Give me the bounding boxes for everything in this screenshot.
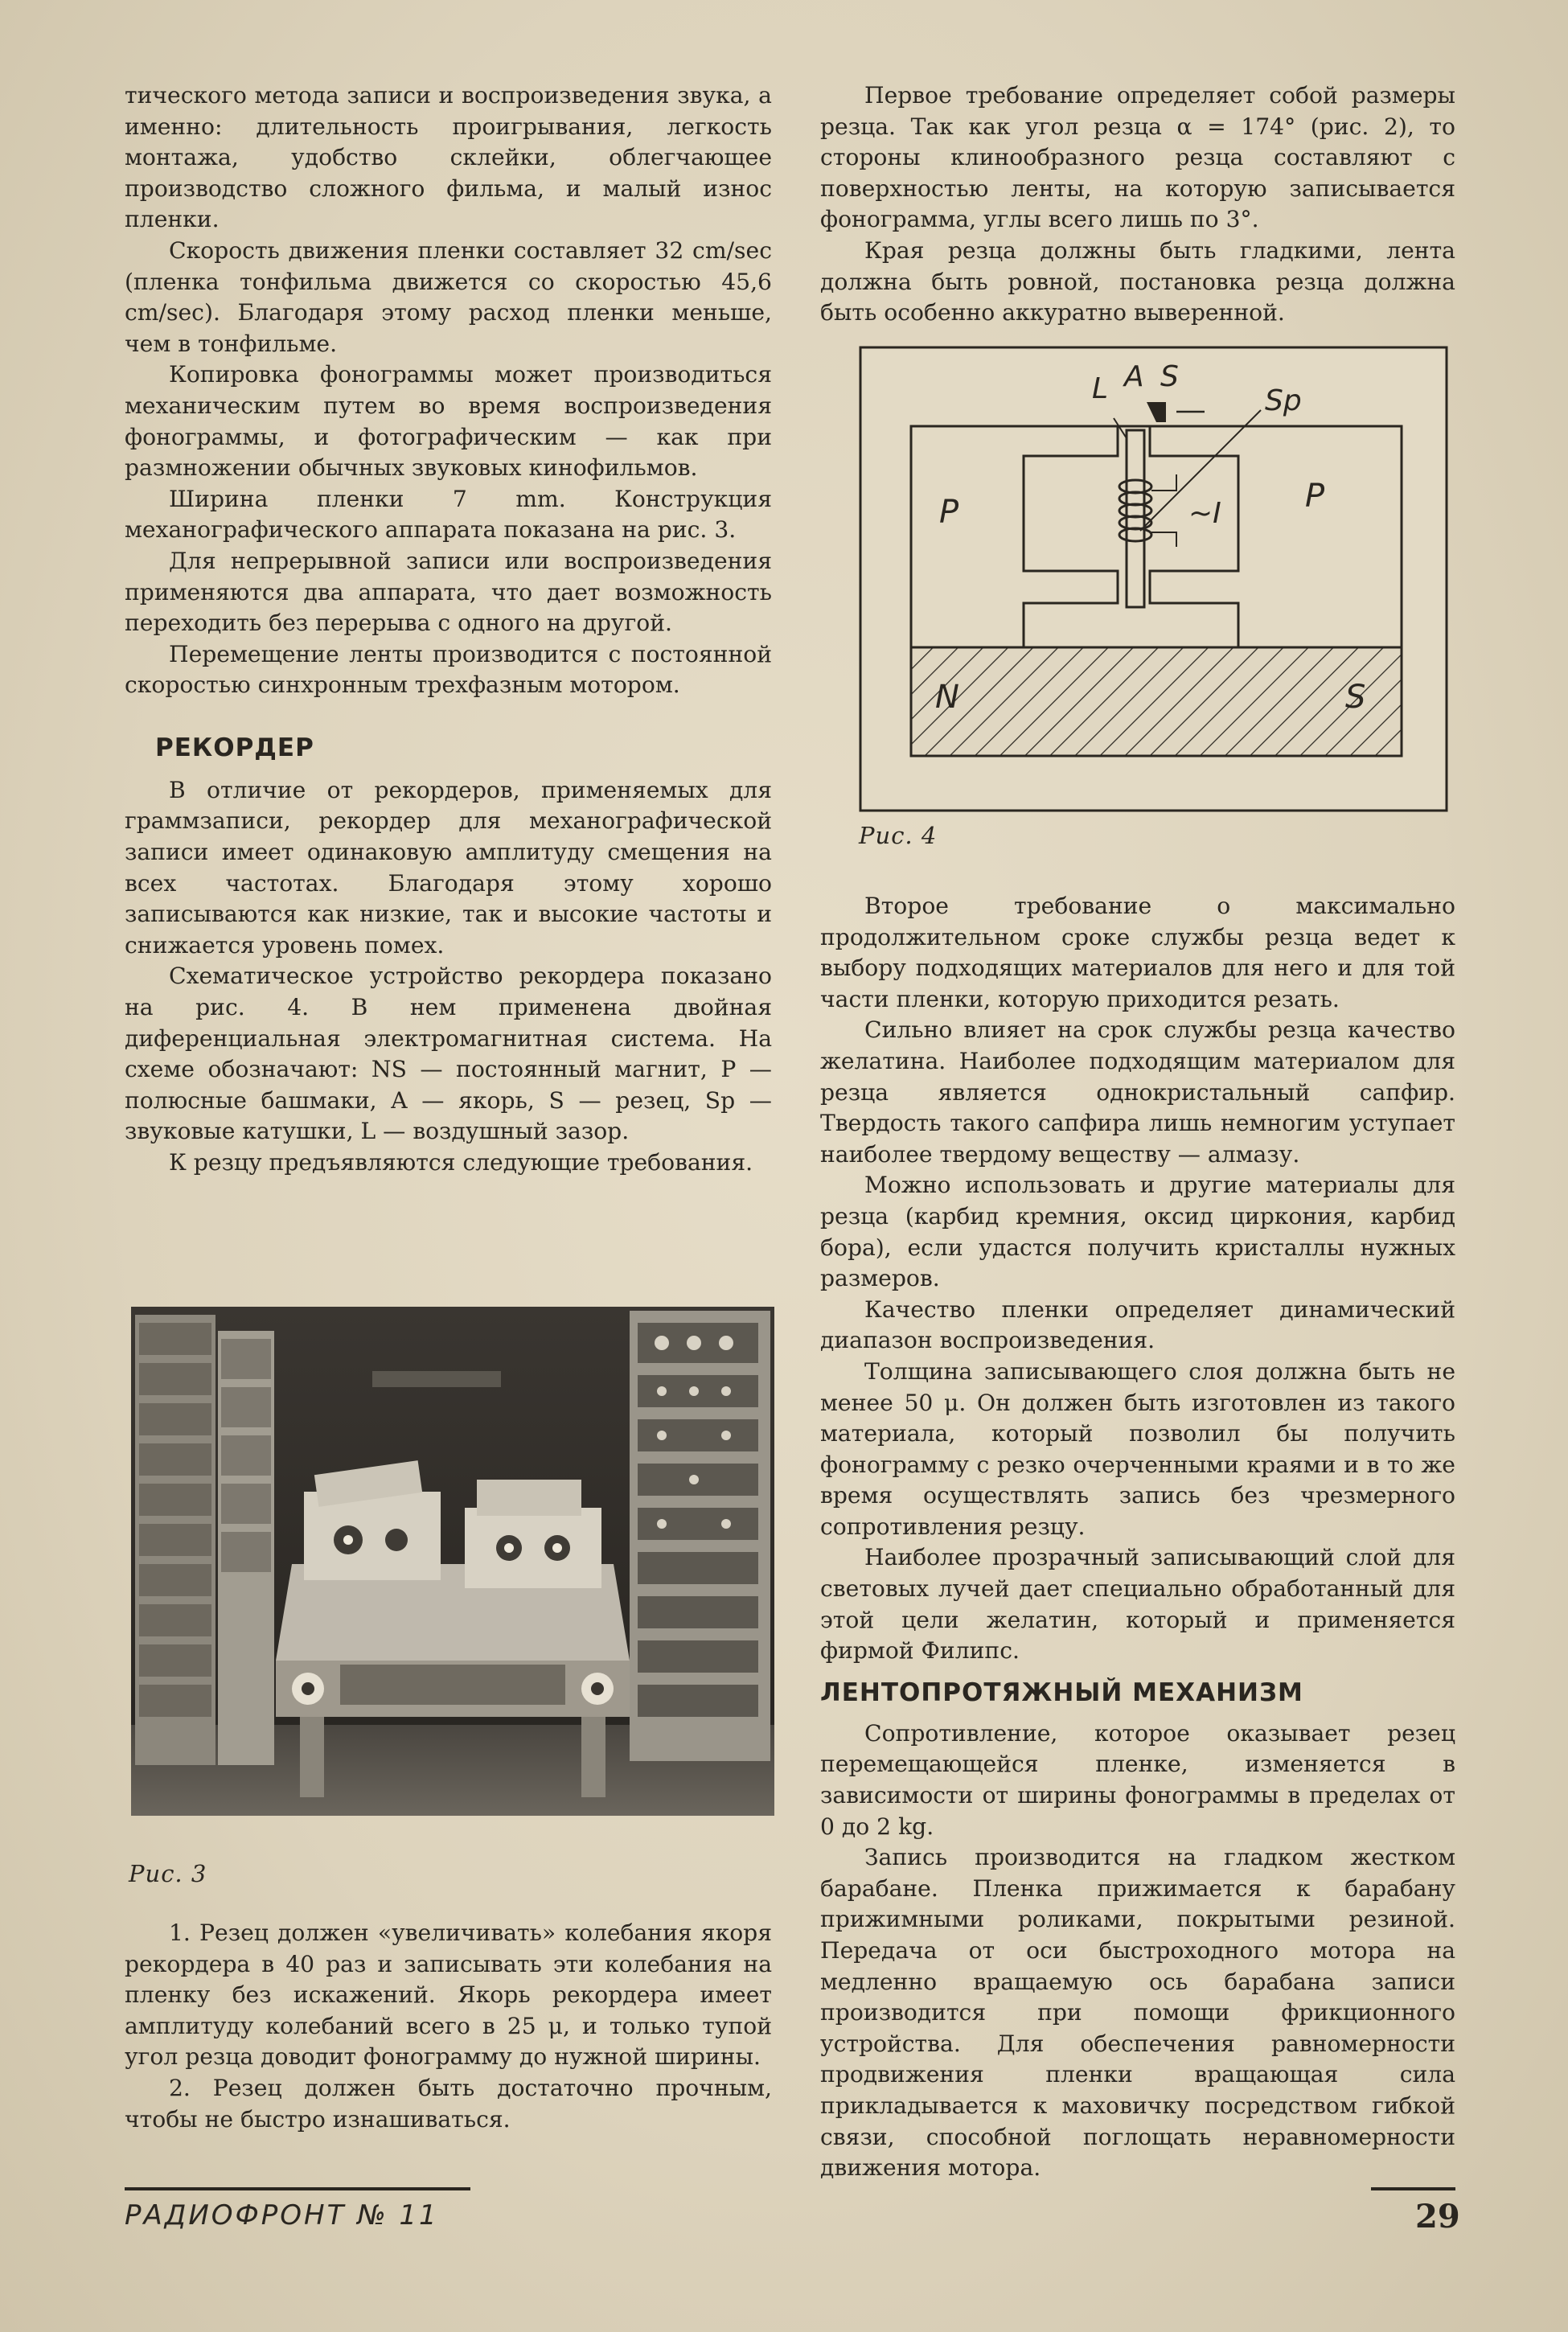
paragraph: Первое требование определяет собой размеры резца. Так как угол резца α = 174° (рис. 2), то стороны клинообразного резца составляют с поверхностью ленты, на которую записывается фонограмма, углы всего лишь по 3°.	[820, 82, 1455, 233]
label-P-right: P	[1305, 478, 1325, 515]
paragraph: В отличие от рекордеров, применяемых для граммзаписи, рекордер для механографической записи имеет одинаковую амплитуду смещения на всех частотах. Благодаря этому хорошо записываются как низкие, так и высокие частоты и снижается уровень помех.	[125, 776, 772, 959]
paragraph: Для непрерывной записи или воспроизведения применяются два аппарата, что дает возможность переходить без перерыва с одного на другой.	[125, 547, 772, 637]
paragraph: Второе требование о максимально продолжительном сроке службы резца ведет к выбору подходящих материалов для него и для той части пленки, которую приходится резать.	[820, 893, 1455, 1012]
figure-3-photo	[131, 1307, 774, 1816]
footer-rule-left	[125, 2187, 470, 2190]
label-S: S	[1160, 360, 1179, 393]
section-heading-recorder: РЕКОРДЕР	[155, 733, 314, 762]
paragraph: Ширина пленки 7 mm. Конструкция механографического аппарата показана на рис. 3.	[125, 485, 772, 544]
figure-3-caption: Рис. 3	[129, 1860, 207, 1887]
paragraph: Можно использовать и другие материалы для резца (карбид кремния, оксид циркония, карбид бора), если удастся получить кристаллы нужных размеров.	[820, 1172, 1455, 1292]
label-Sp: Sp	[1265, 384, 1302, 417]
paragraph: тического метода записи и воспроизведения звука, а именно: длительность проигрывания, легкость монтажа, удобство склейки, облегчающее производство сложного фильма, и малый износ пленки.	[125, 82, 772, 233]
footer-rule-right	[1371, 2187, 1455, 2190]
paragraph: Сопротивление, которое оказывает резец перемещающейся пленке, изменяется в зависимости от ширины фонограммы в пределах от 0 до 2 kg.	[820, 1719, 1455, 1840]
label-P-left: P	[939, 494, 959, 531]
paragraph: Запись производится на гладком жестком барабане. Пленка прижимается к барабану прижимными роликами, покрытыми резиной. Передача от оси быстроходного мотора на медленно вращаемую ось барабана записи производится при помощи фрикционного устройства. Для обеспечения равномерности продвижения пленки вращающая сила прикладывается к маховичку посредством гибкой связи, способной поглощать неравномерности движения мотора.	[820, 1844, 1455, 2182]
figure-4-diagram	[859, 346, 1448, 812]
label-N: N	[935, 679, 959, 716]
label-L: L	[1092, 372, 1109, 405]
section-heading-tape-mechanism: ЛЕНТОПРОТЯЖНЫЙ МЕХАНИЗМ	[820, 1677, 1303, 1707]
paragraph: Скорость движения пленки составляет 32 cm/sec (пленка тонфильма движется со скоростью 45,6 cm/sec). Благодаря этому расход пленки меньше, чем в тонфильме.	[125, 236, 772, 357]
paragraph: Качество пленки определяет динамический диапазон воспроизведения.	[820, 1295, 1455, 1354]
paragraph: 1. Резец должен «увеличивать» колебания якоря рекордера в 40 раз и записывать эти колебания на пленку без искажений. Якорь рекордера имеет амплитуду колебаний всего в 25 μ, и только тупой угол резца доводит фонограмму до нужной ширины.	[125, 1919, 772, 2071]
left-column-bottom	[125, 1918, 772, 2135]
right-column	[820, 80, 1455, 329]
right-column-middle	[820, 891, 1455, 2184]
paragraph: 2. Резец должен быть достаточно прочным, чтобы не быстро изнашиваться.	[125, 2074, 772, 2133]
paragraph: Схематическое устройство рекордера показано на рис. 4. В нем применена двойная диференциальная электромагнитная система. На схеме обозначают: NS — постоянный магнит, P — полюсные башмаки, A — якорь, S — резец, Sp — звуковые катушки, L — воздушный зазор.	[125, 963, 772, 1145]
paragraph: Сильно влияет на срок службы резца качество желатина. Наиболее подходящим материалом для резца является однокристальный сапфир. Твердость такого сапфира лишь немногим уступает наиболее твердому веществу — алмазу.	[820, 1016, 1455, 1168]
paragraph: К резцу предъявляются следующие требования.	[169, 1149, 753, 1176]
recorder-apparatus-photo	[131, 1307, 774, 1816]
label-current: ~I	[1188, 497, 1221, 530]
page-number: 29	[1415, 2198, 1460, 2236]
label-A: A	[1124, 360, 1144, 393]
paragraph: Края резца должны быть гладкими, лента должна быть ровной, постановка резца должна быть особенно аккуратно выверенной.	[820, 236, 1455, 326]
figure-4-caption: Рис. 4	[859, 822, 938, 849]
paragraph: Наиболее прозрачный записывающий слой для световых лучей дает специально обработанный для этой цели желатин, который и применяется фирмой Филипс.	[820, 1544, 1455, 1665]
magazine-title-footer: РАДИОФРОНТ № 11	[125, 2199, 439, 2231]
paragraph: Толщина записывающего слоя должна быть не менее 50 μ. Он должен быть изготовлен из такого материала, который позволил бы получить фонограмму с резко очерченными краями и в то же время осуществлять запись без чрезмерного сопротивления резцу.	[820, 1357, 1455, 1540]
label-S-bottom: S	[1345, 679, 1366, 716]
paragraph: Копировка фонограммы может производиться механическим путем во время воспроизведения фонограммы, и фотографическим — как при размножении обычных звуковых кинофильмов.	[125, 361, 772, 482]
paragraph: Перемещение ленты производится с постоянной скоростью синхронным трехфазным мотором.	[125, 640, 772, 699]
recorder-schematic	[859, 346, 1448, 812]
left-column	[125, 80, 772, 1179]
